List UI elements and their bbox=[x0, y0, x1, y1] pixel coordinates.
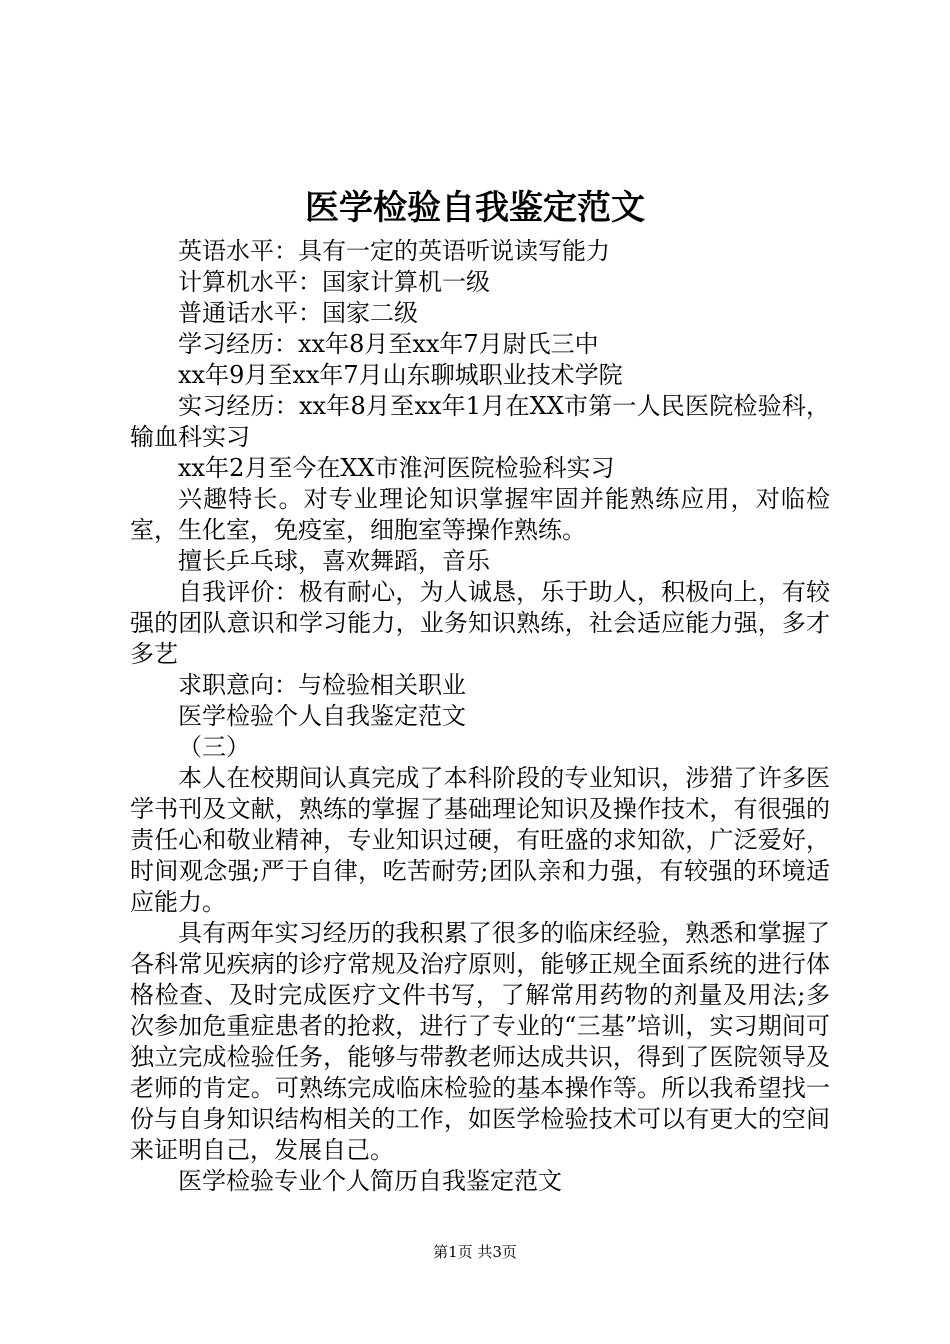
document-body bbox=[130, 236, 830, 1197]
paragraph-section-number: （三） bbox=[178, 733, 250, 761]
paragraph-job-intention: 求职意向：与检验相关职业 bbox=[178, 671, 466, 699]
paragraph-body-1: 本人在校期间认真完成了本科阶段的专业知识，涉猎了许多医学书刊及文献，熟练的掌握了基础理论知识及操作技术，有很强的责任心和敬业精神，专业知识过硬，有旺盛的求知欲，广泛爱好，时间观念强;严于自律，吃苦耐劳;团队亲和力强，有较强的环境适应能力。 bbox=[130, 764, 830, 916]
paragraph-study-history: 学习经历：xx年8月至xx年7月尉氏三中 bbox=[178, 330, 599, 358]
page-footer: 第1页 共3页 bbox=[433, 1243, 517, 1261]
paragraph-body-2: 具有两年实习经历的我积累了很多的临床经验，熟悉和掌握了各科常见疾病的诊疗常规及治疗原则，能够正规全面系统的进行体格检查、及时完成医疗文件书写，了解常用药物的剂量及用法;多次参加危重症患者的抢救，进行了专业的“三基”培训，实习期间可独立完成检验任务，能够与带教老师达成共识，得到了医院领导及老师的肯定。可熟练完成临床检验的基本操作等。所以我希望找一份与自身知识结构相关的工作，如医学检验技术可以有更大的空间来证明自己，发展自己。 bbox=[130, 919, 830, 1164]
paragraph-study-history-2: xx年9月至xx年7月山东聊城职业技术学院 bbox=[178, 361, 623, 389]
document-title: 医学检验自我鉴定范文 bbox=[305, 188, 645, 228]
paragraph-section-heading: 医学检验个人自我鉴定范文 bbox=[178, 702, 466, 730]
paragraph-mandarin-level: 普通话水平：国家二级 bbox=[178, 299, 418, 327]
paragraph-internship-history: 实习经历：xx年8月至xx年1月在XX市第一人民医院检验科，输血科实习 bbox=[130, 392, 830, 451]
paragraph-english-level: 英语水平：具有一定的英语听说读写能力 bbox=[178, 237, 610, 265]
paragraph-internship-history-2: xx年2月至今在XX市淮河医院检验科实习 bbox=[178, 454, 615, 482]
paragraph-self-evaluation: 自我评价：极有耐心，为人诚恳，乐于助人，积极向上，有较强的团队意识和学习能力，业务知识熟练，社会适应能力强，多才多艺 bbox=[130, 578, 830, 668]
paragraph-interests: 兴趣特长。对专业理论知识掌握牢固并能熟练应用，对临检室，生化室，免疫室，细胞室等操作熟练。 bbox=[130, 485, 830, 544]
paragraph-hobbies: 擅长乒乓球，喜欢舞蹈，音乐 bbox=[178, 547, 490, 575]
paragraph-closing-heading: 医学检验专业个人简历自我鉴定范文 bbox=[178, 1167, 562, 1195]
paragraph-computer-level: 计算机水平：国家计算机一级 bbox=[178, 268, 490, 296]
